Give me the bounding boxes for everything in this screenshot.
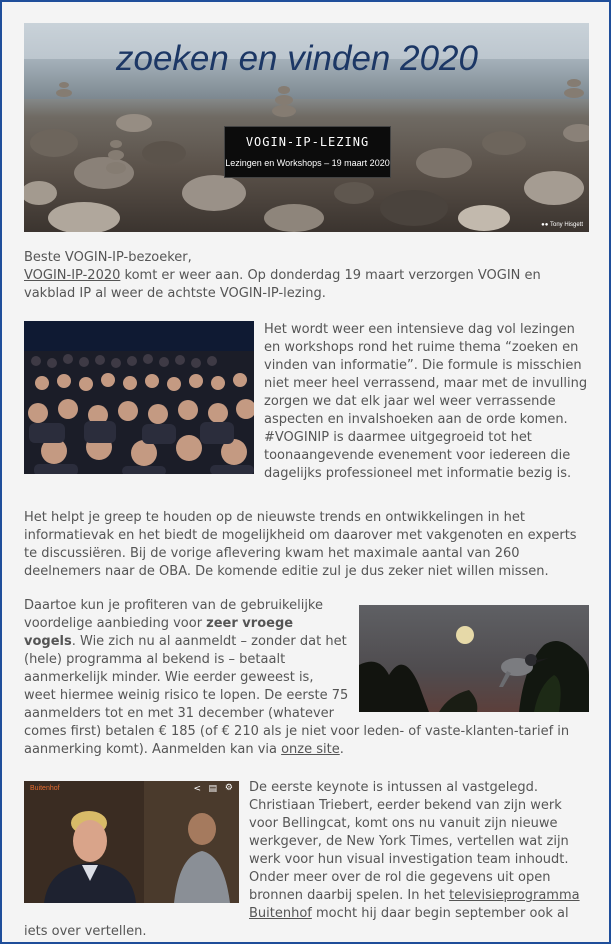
gear-icon[interactable]: ⚙ bbox=[224, 783, 233, 793]
audience-photo bbox=[24, 321, 254, 474]
photo-credit-name: Tony Hisgett bbox=[549, 222, 583, 228]
early-bird-section bbox=[24, 597, 589, 759]
early-bird-text-after: . bbox=[339, 742, 344, 757]
subtitles-icon[interactable]: ▤ bbox=[208, 784, 217, 794]
early-bird-text-before: Daartoe kun je profiteren van de gebruikelijke voordelige aanbieding voor bbox=[24, 598, 323, 631]
event-description-paragraph: Het wordt weer een intensieve dag vol lezingen en workshops rond het ruime thema “zoeken en vinden van informatie”. Die formule is misschien niet meer heel verrassend, maar met de invulling zorgen we dat elk jaar wel weer verrassende aspecten en invalshoeken aan de orde komen. #VOGINIP is daarmee uitgegroeid tot het toonaangevende evenement voor iedereen die dagelijks professioneel met informatie bezig is. bbox=[264, 322, 588, 481]
early-bird-text-middle: . Wie zich nu al aanmeldt – zonder dat het (hele) programma al bekend is – betaalt aanmerkelijk minder. Wie eerder geweest is, weet hiermee weinig risico te lopen. De eerste 75 aanmelders tot en met 31 december (whatever comes first) betalen € 185 (of € 210 als je niet voor leden- of vaste-klanten-tarief in aanmerking komt). Aanmelden kan via bbox=[24, 634, 570, 757]
keynote-video-thumbnail[interactable] bbox=[24, 781, 239, 903]
event-title: VOGIN-IP-LEZING bbox=[245, 135, 370, 149]
intro-paragraph bbox=[24, 249, 589, 303]
event-label-box bbox=[224, 126, 391, 178]
registration-link[interactable]: onze site bbox=[281, 742, 340, 757]
hero-banner bbox=[24, 23, 589, 232]
newsletter-content bbox=[24, 23, 589, 941]
hero-title: zoeken en vinden 2020 bbox=[116, 39, 478, 78]
greeting: Beste VOGIN-IP-bezoeker, bbox=[24, 250, 192, 265]
cc-icon: ●● bbox=[541, 222, 549, 228]
trends-paragraph: Het helpt je greep te houden op de nieuwste trends en ontwikkelingen in het informatievak en het biedt de mogelijkheid om daarover met vakgenoten en experts te discussiëren. Bij de vorige aflevering kwam het maximale aantal van 260 deelnemers naar de OBA. De komende editie zul je dus zeker niet willen missen. bbox=[24, 510, 577, 579]
photo-credit bbox=[541, 222, 583, 228]
video-channel-label: Buitenhof bbox=[30, 785, 60, 792]
vogin-link[interactable]: VOGIN-IP-2020 bbox=[24, 268, 121, 283]
intro-text: komt er weer aan. Op donderdag 19 maart verzorgen VOGIN en vakblad IP al weer de achtste VOGIN-IP-lezing. bbox=[24, 268, 541, 301]
keynote-text-after: mocht hij daar begin september ook al iets over vertellen. bbox=[24, 906, 569, 939]
audience-illustration bbox=[24, 321, 254, 474]
bird-photo bbox=[359, 605, 589, 712]
share-icon[interactable]: < bbox=[193, 784, 201, 794]
early-bird-highlight: zeer vroege vogels bbox=[24, 616, 294, 649]
keynote-video-illustration bbox=[24, 781, 239, 903]
keynote-text-before: De eerste keynote is intussen al vastgelegd. Christiaan Triebert, eerder bekend van zijn werk voor Bellingcat, komt ons nu vanuit zijn nieuwe werkgever, de New York Times, vertellen wat zijn werk voor hun visual investigation team inhoudt. Onder meer over de rol die gegevens uit open bronnen daarbij spelen. In het bbox=[249, 780, 569, 903]
audience-section bbox=[24, 321, 589, 483]
buitenhof-link[interactable]: televisieprogramma Buitenhof bbox=[249, 888, 580, 921]
event-subtitle: Lezingen en Workshops – 19 maart 2020 bbox=[225, 158, 390, 168]
bird-illustration bbox=[359, 605, 589, 712]
keynote-section bbox=[24, 779, 589, 941]
